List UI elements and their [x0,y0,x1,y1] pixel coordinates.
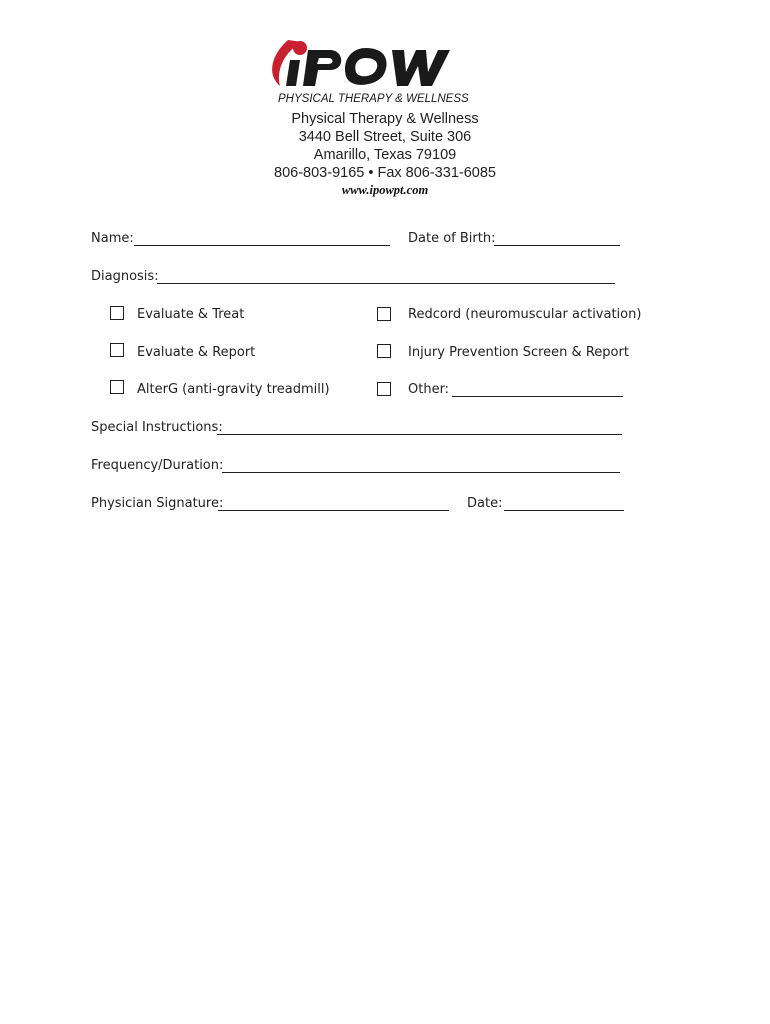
physician-signature-field[interactable] [218,510,449,511]
ipow-logo [266,36,501,108]
other-field[interactable] [452,396,623,397]
clinic-street: 3440 Bell Street, Suite 306 [298,129,472,145]
clinic-city: Amarillo, Texas 79109 [313,147,457,163]
redcord-label: Redcord (neuromuscular activation) [408,307,642,322]
redcord-checkbox[interactable] [377,307,391,321]
date-field[interactable] [504,510,624,511]
frequency-duration-label: Frequency/Duration: [91,458,224,473]
evaluate-report-label: Evaluate & Report [137,345,256,360]
clinic-name: Physical Therapy & Wellness [291,111,479,127]
special-instructions-field[interactable] [217,434,622,435]
other-label: Other: [408,382,450,397]
evaluate-report-checkbox[interactable] [110,343,124,357]
date-label: Date: [467,496,503,511]
dob-label: Date of Birth: [408,231,496,246]
clinic-phone-fax: 806-803-9165 • Fax 806-331-6085 [274,165,496,181]
diagnosis-field[interactable] [157,283,615,284]
physician-signature-label: Physician Signature: [91,496,224,511]
evaluate-treat-label: Evaluate & Treat [137,307,245,322]
clinic-website: www.ipowpt.com [341,183,429,197]
evaluate-treat-checkbox[interactable] [110,306,124,320]
frequency-duration-field[interactable] [222,472,620,473]
injury-prevention-label: Injury Prevention Screen & Report [408,345,629,360]
alterg-checkbox[interactable] [110,380,124,394]
dob-field[interactable] [494,245,620,246]
name-label: Name: [91,231,134,246]
other-checkbox[interactable] [377,382,391,396]
special-instructions-label: Special Instructions: [91,420,223,435]
alterg-label: AlterG (anti-gravity treadmill) [137,382,330,397]
logo-tagline: PHYSICAL THERAPY & WELLNESS [278,93,469,105]
name-field[interactable] [134,245,390,246]
injury-prevention-checkbox[interactable] [377,344,391,358]
diagnosis-label: Diagnosis: [91,269,159,284]
